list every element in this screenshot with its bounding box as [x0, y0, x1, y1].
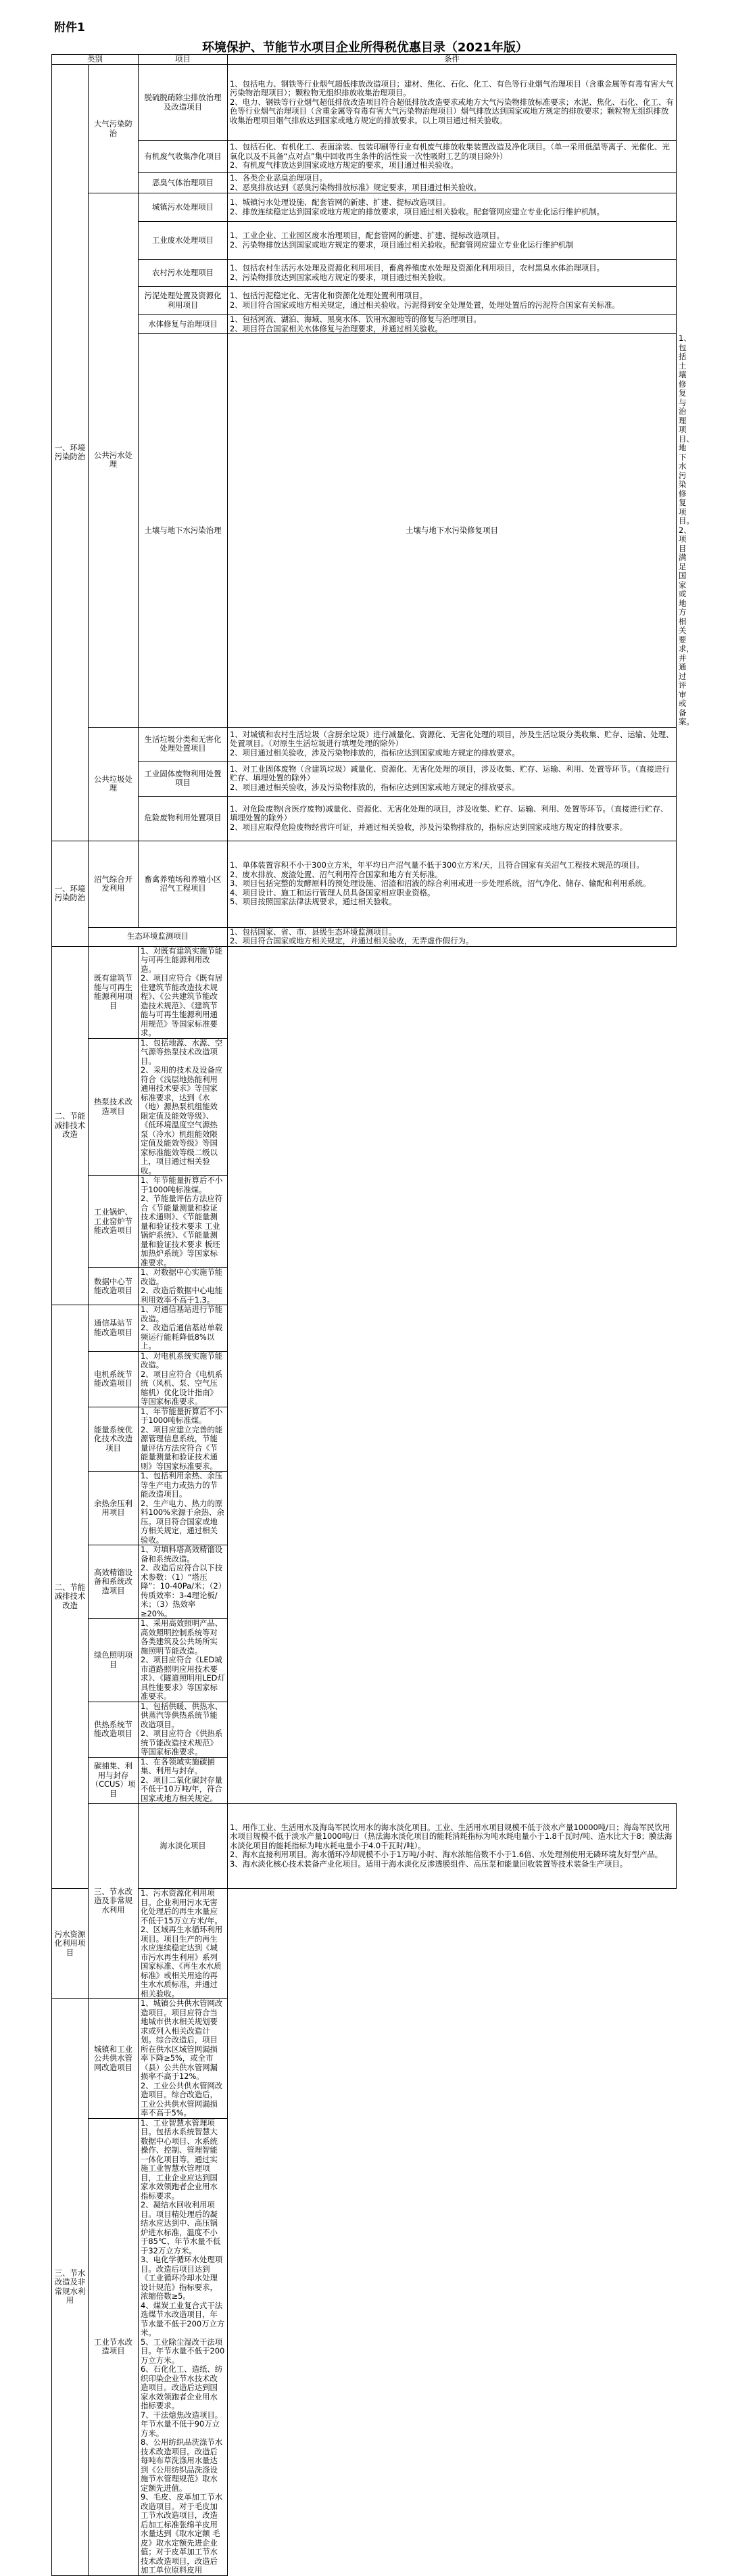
- project-condition: 1、对工业固体废物（含建筑垃圾）减量化、资源化、无害化处理的项目，涉及收集、贮存、运输、利用、处置等环节。（直接进行贮存、填埋处置的除外） 2、项目通过相关验收，涉及污染物排放的，指标应达到国家或地方规定的排放要求。: [228, 761, 677, 796]
- project-condition: 1、年节能量折算后不小于1000吨标准煤。 2、项目应建立完善的能源管理信息系统，节能量评估方法应符合《节能量测量和验证技术通则》等国家标准要求。: [139, 1407, 228, 1472]
- project-condition: 1、对数据中心实施节能改造。 2、改造后数据中心电能利用效率不高于1.3。: [139, 1268, 228, 1305]
- project-name: 土壤与地下水污染修复项目: [228, 334, 677, 728]
- project-name: 海水淡化项目: [139, 1804, 228, 1889]
- category-level2: 沼气综合开发利用: [89, 841, 139, 927]
- table-row: [52, 727, 677, 761]
- table-row: [52, 1038, 677, 1176]
- project-name: 水体修复与治理项目: [139, 315, 228, 334]
- project-name: 高效精馏设备和系统改造项目: [89, 1545, 139, 1619]
- project-condition: 1、工业智慧水管理项目。包括水系统智慧大数据中心项目、水系统操作、控制、管理智能一体化项目等。通过实施工业智慧水管理项目，工业企业应达到国家水效领跑者企业用水指标要求。 2、凝结水回收利用项目。项目精处理后的凝结水应达到中、高压锅炉进水标准，温度不小于85℃、年节水量不低于32万立方米。 3、电化学循环水处理项目。改造后项目达到《工业循环冷却水处理设计规范》指标要求，浓缩倍数≥5。 4、煤炭工业复合式干法选煤节水改造项目，年节水量不低于200万立方米。 5、工业除尘湿改干法项目。年节水量不低于200万立方米。 6、石化化工、造纸、纺织印染企业节水技术改造项目。改造后达到国家水效领跑者企业用水指标要求。 7、干法熄焦改造项目。年节水量不低于90万立方米。 8、公用纺织品洗涤节水技术改造项目。改造后每吨布草洗涤用水量达到《公用纺织品洗涤设施节水管理规范》取水定额先进值。 9、毛皮、皮革加工节水改造项目。对于毛皮加工节水改造项目，改造后加工标准张绵羊皮用水量达到《取水定额 毛皮》取水定额先进企业值；对于皮革加工节水技术改造项目，改造后加工单位原料皮用: [139, 2118, 228, 2575]
- table-row: [52, 65, 677, 141]
- table-row: [52, 1472, 677, 1545]
- project-condition: 1、包括地源、水源、空气源等热泵技术改造项目。 2、采用的技术及设备应符合《浅层地热能利用通用技术要求》等国家标准要求，达到《水（地）源热泵机组能效限定值及能效等级》、《低环境温度空气源热泵（冷水）机组能效限定值及能效等级》等国家标准能效等级二级以上，项目通过相关验收。: [139, 1038, 228, 1176]
- project-condition: 1、包括电力、钢铁等行业烟气超低排放改造项目；建材、焦化、石化、化工、有色等行业烟气治理项目（含重金属等有毒有害大气污染物治理项目）；颗粒物无组织排放收集治理项目。 2、电力、钢铁等行业烟气超低排放改造项目符合超低排放改造要求或地方大气污染物排放标准要求；水泥、焦化、石化、化工、有色等行业烟气治理项目（含重金属等有毒有害大气污染物治理项目）烟气排放达到国家或地方规定的排放要求；颗粒物无组织排放收集治理项目烟气排放达到国家或地方规定的排放要求。以上项目通过相关验收。: [228, 65, 677, 141]
- project-name: 电机系统节能改造项目: [89, 1351, 139, 1407]
- project-condition: 1、对通信基站进行节能改造。 2、改造后通信基站单载频运行能耗降低8%以上。: [139, 1305, 228, 1352]
- project-condition: 1、包括利用余热、余压等生产电力或热力的节能改造项目。 2、生产电力、热力的原料100%来源于余热、余压。项目符合国家或地方相关规定，通过相关验收。: [139, 1472, 228, 1545]
- project-name: 既有建筑节能与可再生能源利用项目: [89, 946, 139, 1038]
- table-row: [52, 1407, 677, 1472]
- project-condition: 1、各类企业恶臭治理项目。 2、恶臭排放达到《恶臭污染物排放标准》规定要求，项目通过相关验收。: [228, 173, 677, 193]
- project-name: 供热系统节能改造项目: [89, 1702, 139, 1757]
- project-condition: 1、对电机系统实施节能改造。 2、项目应符合《电机系统（风机、泵、空气压缩机）优化设计指南》等国家标准要求。: [139, 1351, 228, 1407]
- project-name: 余热余压利用项目: [89, 1472, 139, 1545]
- project-name: 恶臭气体治理项目: [139, 173, 228, 193]
- project-name: 危险废物利用处置项目: [139, 796, 228, 841]
- project-name: 畜禽养殖场和养殖小区沼气工程项目: [139, 841, 228, 927]
- table-row: [52, 222, 677, 260]
- table-row: [52, 761, 677, 796]
- table-row: [52, 173, 677, 193]
- project-condition: 1、单体装置容积不小于300立方米，年平均日产沼气量不低于300立方米/天，且符合国家有关沼气工程技术规范的项目。 2、废水排放、废渣处置、沼气利用符合国家和地方有关标准。 3、项目包括完整的发酵原料的预处理设施、沼渣和沼液的综合利用或进一步处理系统，沼气净化、储存、输配和利用系统。 4、项目设计、施工和运行管理人员具备国家相应职业资格。 5、项目按照国家法律法规要求，通过相关验收。: [228, 841, 677, 927]
- table-row: [52, 193, 677, 222]
- category-level1: 三、节水改造及非常规水利用: [89, 1804, 139, 1999]
- category-level1: 一、环境 污染防治: [52, 65, 89, 841]
- category-level2: 土壤与地下水污染治理: [139, 334, 228, 728]
- project-name: 工业锅炉、工业窑炉节能改造项目: [89, 1176, 139, 1268]
- project-condition: 1、采用高效照明产品、高效照明控制系统等对各类建筑及公共场所实施照明节能改造。 2、项目应符合《LED城市道路照明应用技术要求》、《隧道照明用LED灯具性能要求》等国家标准要求。: [139, 1619, 228, 1702]
- category-level1: 一、环境 污染防治: [52, 841, 89, 946]
- project-name: 有机废气收集净化项目: [139, 141, 228, 173]
- category-level2: 生态环境监测项目: [89, 927, 228, 946]
- table-row: [52, 1176, 677, 1268]
- project-name: 污水资源化利用项目: [52, 1889, 89, 1999]
- project-condition: 1、包括石化、有机化工、表面涂装、包装印刷等行业有机废气排放收集装置改造及净化项目。（单一采用低温等离子、光催化、光氧化以及不具备“点对点”集中回收再生条件的活性炭一次性吸附工艺的项目除外） 2、有机废气排放达到国家或地方规定的要求，项目通过相关验收。: [228, 141, 677, 173]
- project-condition: 1、城镇公共供水管网改造项目。项目应符合当地城市供水相关规划要求或列入相关改造计划。综合改造后，项目所在供水区域管网漏损率下降≥5%，或全市（县）公共供水管网漏损率不高于12%。 2、工业公共供水管网改造项目。综合改造后，工业公共供水管网漏损率不高于5%。: [139, 1999, 228, 2119]
- table-row: [52, 1889, 677, 1999]
- table-row: [52, 841, 677, 927]
- table-row: [52, 315, 677, 334]
- attachment-label: 附件1: [54, 21, 85, 34]
- project-name: 工业固体废物利用处置项目: [139, 761, 228, 796]
- project-condition: 1、对既有建筑实施节能与可再生能源利用改造。 2、项目应符合《既有居住建筑节能改造技术规程》、《公共建筑节能改造技术规范》、《建筑节能与可再生能源利用通用规范》等国家标准要求。: [139, 946, 228, 1038]
- project-condition: 1、对城镇和农村生活垃圾（含厨余垃圾）进行减量化、资源化、无害化处理的项目，涉及生活垃圾分类收集、贮存、运输、处理、处置项目。（对原生生活垃圾进行填埋处理的除外） 2、项目通过相关验收，涉及污染物排放的，指标应达到国家或地方规定的排放要求。: [228, 727, 677, 761]
- table-body: [52, 65, 694, 2576]
- project-condition: 1、污水资源化利用项目。企业利用污水无害化处理后的再生水量应不低于15万立方米/年。 2、区域再生水循环利用项目。项目生产的再生水应连续稳定达到《城市污水再生利用》系列国家标准、《再生水水质标准》或相关用途的再生水水质标准，并通过相关验收。: [139, 1889, 228, 1999]
- table-row: [52, 1268, 677, 1305]
- project-condition: 1、包括农村生活污水处理及资源化利用项目，畜禽养殖废水处理及资源化利用项目，农村黑臭水体治理项目。 2、污染物排放达到国家或地方规定的要求，项目通过相关验收。: [228, 260, 677, 287]
- project-condition: 1、包括国家、省、市、县级生态环境监测项目。 2、项目符合国家或地方相关规定，并通过相关验收，无弄虚作假行为。: [228, 927, 677, 946]
- project-condition: 1、用作工业、生活用水及海岛军民饮用水的海水淡化项目。工业、生活用水项目规模不低于淡水产量10000吨/日；海岛军民饮用水项目规模不低于淡水产量1000吨/日（热法海水淡化项目的能耗消耗指标为吨水耗电量小于1.8千瓦时/吨、造水比大于8；膜法海水淡化项目的能耗指标为吨水耗电量小于4.0千瓦时/吨）。 2、海水直接利用项目。海水循环冷却规模不小于1万吨/小时、海水浓缩倍数不小于1.6倍、水处理剂使用无磷环境友好型产品。 3、海水淡化核心技术装备产业化项目。适用于海水淡化反渗透膜组件、高压泵和能量回收装置等技术装备生产项目。: [228, 1804, 677, 1889]
- table-row: [52, 1545, 677, 1619]
- table-row: [52, 1804, 677, 1889]
- header-category: 类别: [52, 55, 139, 65]
- header-project: 项目: [139, 55, 228, 65]
- project-name: 工业废水处理项目: [139, 222, 228, 260]
- project-name: 能量系统优化技术改造项目: [89, 1407, 139, 1472]
- header-condition: 条件: [228, 55, 677, 65]
- table-row: [52, 946, 677, 1038]
- table-row: 土壤与地下水污染治理 土壤与地下水污染修复项目 1、包括土壤修复与治理项目、地下水污染修复项目。 2、项目满足国家或地方相关要求，并通过评审或备案。: [52, 334, 677, 728]
- category-level1: 二、节能减排技术改造: [52, 1305, 89, 1889]
- project-condition: 1、工业企业、工业园区废水治理项目，配套管网的新建、扩建、提标改造项目。 2、污染物排放达到国家或地方规定的要求，项目通过相关验收。配套管网应建立专业化运行维护机制: [228, 222, 677, 260]
- table-row: [52, 1351, 677, 1407]
- table-row: [52, 1702, 677, 1757]
- project-condition: 1、包括污泥稳定化、无害化和资源化处理处置利用项目。 2、项目符合国家或地方相关规定，通过相关验收。污泥得到安全处理处置，处理处置后的污泥符合国家有关标准。: [228, 287, 677, 315]
- table-row: [52, 141, 677, 173]
- project-condition: 1、对填料塔高效精馏设备和系统改造。 2、改造后应符合以下技术参数：（1）“塔压降”：10-40Pa/米；（2）传质效率：3-4理论板/米；（3）热效率≥20%。: [139, 1545, 228, 1619]
- project-name: 脱硫脱硝除尘排放治理及改造项目: [139, 65, 228, 141]
- project-condition: 1、对危险废物(含医疗废物)减量化、资源化、无害化处理的项目，涉及收集、贮存、运输、利用、处置等环节。（直接进行贮存、填埋处置的除外） 2、项目应取得危险废物经营许可证，并通过相关验收，涉及污染物排放的，指标应达到国家或地方规定的排放要求。: [228, 796, 677, 841]
- document-title: 环境保护、节能节水项目企业所得税优惠目录（2021年版）: [201, 41, 529, 55]
- project-name: 热泵技术改造项目: [89, 1038, 139, 1176]
- table-row: [52, 927, 677, 946]
- project-name: 数据中心节能改造项目: [89, 1268, 139, 1305]
- project-name: 碳捕集、利用与封存（CCUS）项目: [89, 1757, 139, 1804]
- table-row: [52, 2118, 677, 2575]
- table-row: [52, 1305, 677, 1352]
- category-level1: 二、节能减排技术改造: [52, 946, 89, 1305]
- table-row: [52, 796, 677, 841]
- category-level1: 三、节水改造及非常规水利用: [52, 1999, 89, 2576]
- project-name: 工业节水改造项目: [89, 2118, 139, 2575]
- table-row: [52, 1757, 677, 1804]
- table-header-row: [52, 55, 677, 65]
- category-level2: 公共垃圾处理: [89, 727, 139, 841]
- table-row: [52, 1999, 677, 2119]
- project-condition: 1、年节能量折算后不小于1000吨标准煤。 2、节能量评估方法应符合《节能量测量和验证技术通则》、《节能量测量和验证技术要求 工业锅炉系统》、《节能量测量和验证技术要求 板坯加热炉系统》等国家标准要求。: [139, 1176, 228, 1268]
- project-condition: 1、包括河流、湖泊、海域、黑臭水体、饮用水源地等的修复与治理项目。 2、项目符合国家相关水体修复与治理要求，并通过相关验收。: [228, 315, 677, 334]
- project-name: 城镇污水处理项目: [139, 193, 228, 222]
- project-name: 生活垃圾分类和无害化处理处置项目: [139, 727, 228, 761]
- project-name: 通信基站节能改造项目: [89, 1305, 139, 1352]
- project-condition: 1、包括供暖、供热水、供蒸汽等供热系统节能改造项目。 2、项目应符合《供热系统节能改造技术规范》等国家标准要求。: [139, 1702, 228, 1757]
- project-condition: 1、城镇污水处理设施、配套管网的新建、扩建、提标改造项目。 2、排放连续稳定达到国家或地方规定的排放要求，项目通过相关验收。配套管网应建立专业化运行维护机制。: [228, 193, 677, 222]
- table-row: [52, 260, 677, 287]
- table-row: [52, 287, 677, 315]
- project-name: 城镇和工业公共供水管网改造项目: [89, 1999, 139, 2119]
- tax-catalog-table: [51, 54, 694, 2576]
- project-condition: 1、在各领域实施碳捕集、利用与封存。 2、项目二氧化碳封存量不低于10万吨/年，符合国家或地方相关规定。: [139, 1757, 228, 1804]
- table-row: [52, 1619, 677, 1702]
- category-level2: 公共污水处理: [89, 193, 139, 728]
- project-name: 绿色照明项目: [89, 1619, 139, 1702]
- project-name: 污泥处理处置及资源化利用项目: [139, 287, 228, 315]
- category-level2: 大气污染防治: [89, 65, 139, 193]
- project-name: 农村污水处理项目: [139, 260, 228, 287]
